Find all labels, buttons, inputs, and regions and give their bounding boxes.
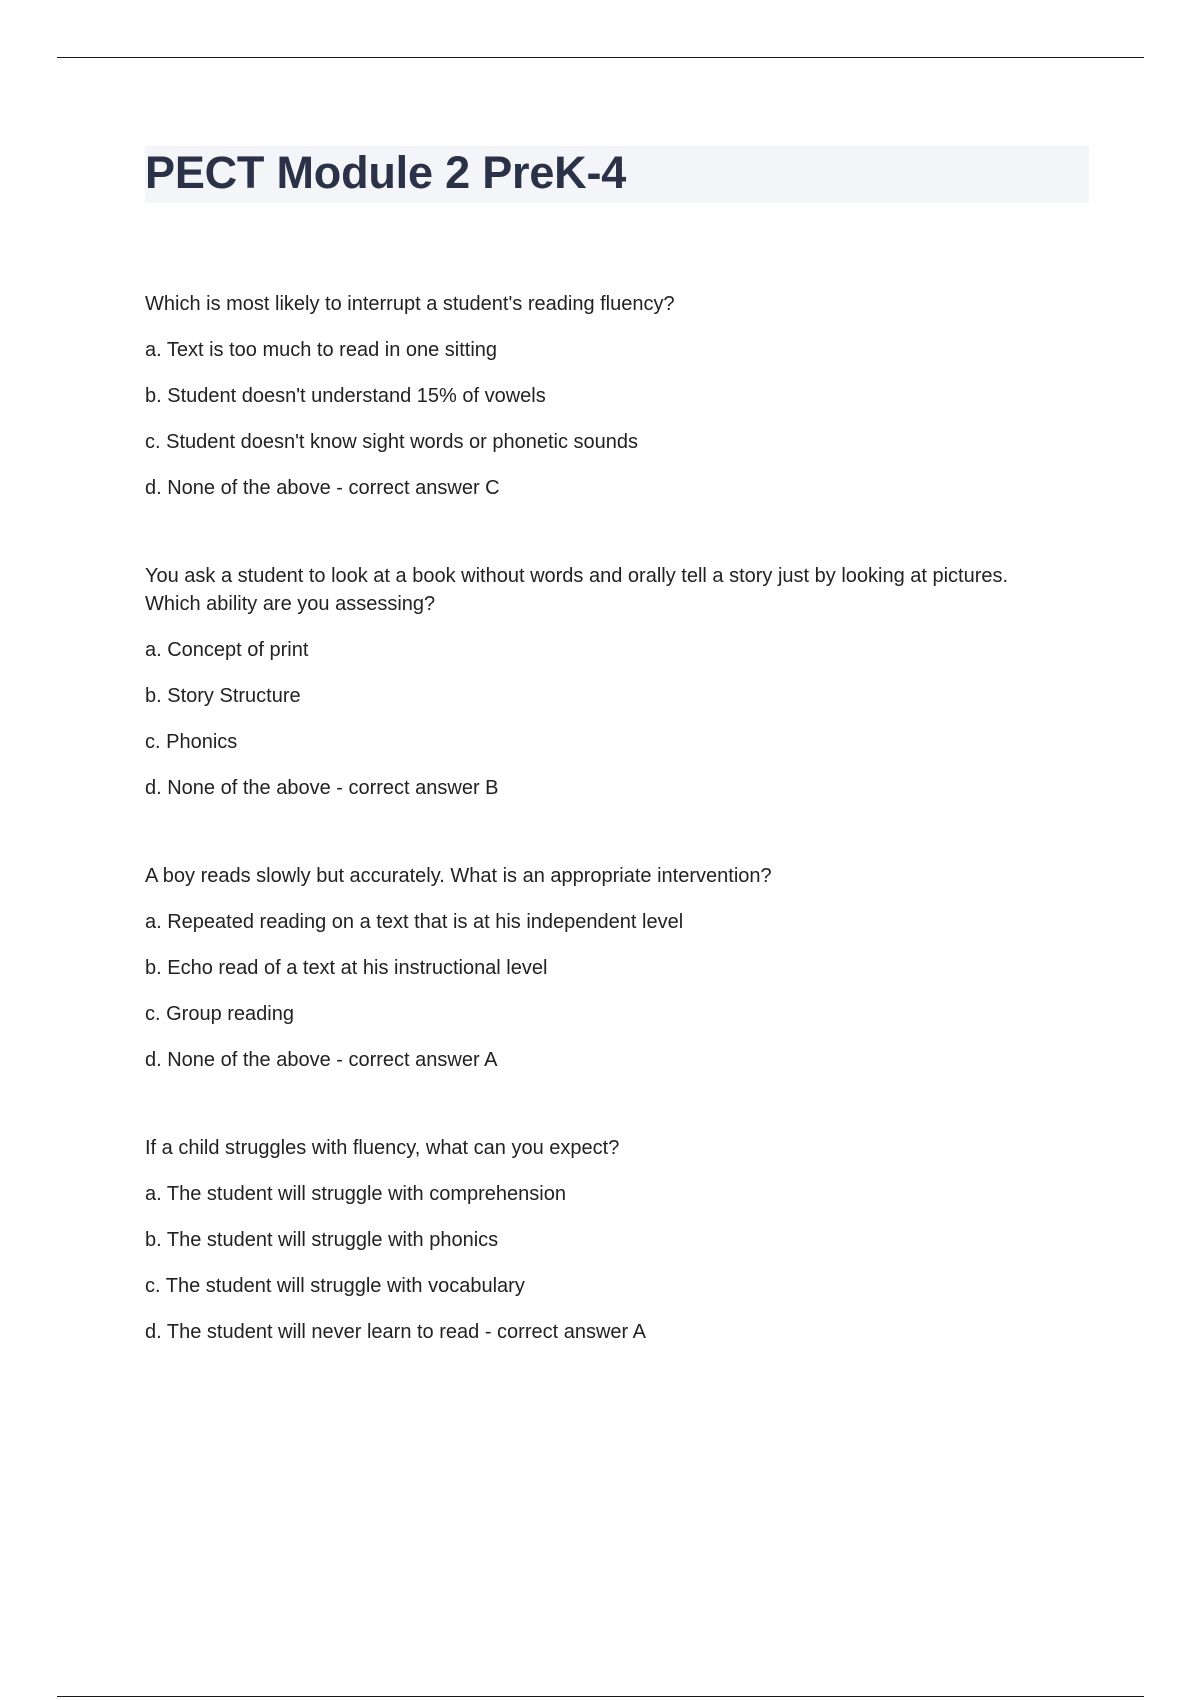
question-text: You ask a student to look at a book without words and orally tell a story just by looking at pictures. Which ability are you assessing? bbox=[145, 565, 1009, 615]
answer-option: d. None of the above - correct answer C bbox=[145, 477, 500, 499]
answer-option: c. Group reading bbox=[145, 1003, 294, 1025]
answer-option: a. The student will struggle with comprehension bbox=[145, 1183, 566, 1205]
answer-option: a. Text is too much to read in one sitting bbox=[145, 339, 498, 361]
answer-option: a. Concept of print bbox=[145, 639, 309, 661]
question-2 bbox=[145, 562, 1045, 802]
question-4 bbox=[145, 1134, 1045, 1346]
bottom-divider bbox=[57, 1696, 1144, 1697]
answer-option: c. Student doesn't know sight words or phonetic sounds bbox=[145, 431, 638, 453]
question-1 bbox=[145, 290, 1045, 502]
answer-option: b. The student will struggle with phonics bbox=[145, 1229, 499, 1251]
question-text: Which is most likely to interrupt a student's reading fluency? bbox=[145, 293, 675, 315]
answer-option: d. The student will never learn to read - correct answer A bbox=[145, 1321, 646, 1343]
answer-option: c. The student will struggle with vocabulary bbox=[145, 1275, 525, 1297]
answer-option: b. Echo read of a text at his instructional level bbox=[145, 957, 548, 979]
answer-option: d. None of the above - correct answer B bbox=[145, 777, 499, 799]
answer-option: c. Phonics bbox=[145, 731, 238, 753]
question-list bbox=[145, 290, 1045, 1406]
page-title: PECT Module 2 PreK-4 bbox=[145, 147, 627, 198]
answer-option: b. Story Structure bbox=[145, 685, 301, 707]
answer-option: b. Student doesn't understand 15% of vowels bbox=[145, 385, 546, 407]
question-text: If a child struggles with fluency, what can you expect? bbox=[145, 1137, 620, 1159]
answer-option: d. None of the above - correct answer A bbox=[145, 1049, 498, 1071]
question-text: A boy reads slowly but accurately. What is an appropriate intervention? bbox=[145, 865, 772, 887]
top-divider bbox=[57, 57, 1144, 58]
answer-option: a. Repeated reading on a text that is at his independent level bbox=[145, 911, 684, 933]
question-3 bbox=[145, 862, 1045, 1074]
